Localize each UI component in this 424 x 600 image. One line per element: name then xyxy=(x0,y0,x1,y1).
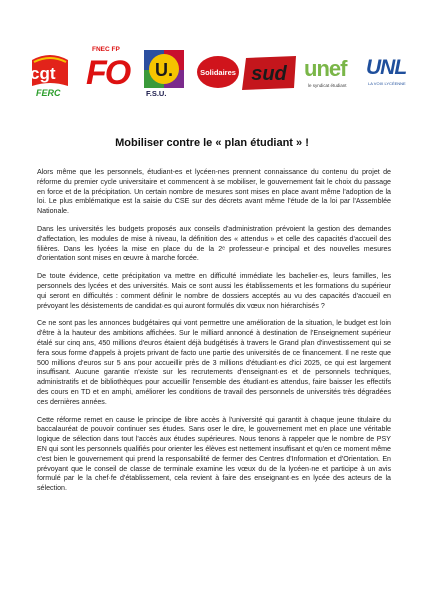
unef-subtitle: le syndicat étudiant xyxy=(308,83,347,88)
paragraph-1: Alors même que les personnels, étudiant-es et lycéen-nes prennent connaissance du contenu du projet de réforme du premier cycle universitaire et commencent à se mobiliser, le gouvernement fait le choix du passage en force et de la précipitation. Un certain nombre de mesures sont mises en place avant même l'adoption de la loi. Le plus emblématique est la saisie du CSE sur des décrets avant même l'étude de la loi par l'Assemblée Nationale. xyxy=(37,168,391,216)
unef-logo-text: unef xyxy=(304,56,347,81)
sud-emblem-icon xyxy=(242,56,298,90)
solidaires-logo xyxy=(196,54,240,90)
fsu-logo-text: F.S.U. xyxy=(146,89,167,98)
paragraph-2: Dans les universités les budgets proposés aux conseils d'administration prévoient la gestion des demandes d'affectation, les modules de mise à niveau, la définition des « attendus » et celle des capacités d'accueil des filières. Dans les lycées la mise en place du de la 2ᵉ professeur·e principal et des nouvelles mesures d'orientation sont mises en œuvre à marche forcée. xyxy=(37,224,391,263)
fsu-letter: U. xyxy=(155,60,173,80)
fsu-logo xyxy=(142,48,188,100)
unl-logo-text: UNL xyxy=(366,56,407,79)
sud-logo xyxy=(242,56,298,90)
cgt-ferc-text: FERC xyxy=(36,88,61,98)
fo-fnec-text: FNEC FP xyxy=(92,46,120,53)
cgt-logo-text: cgt xyxy=(30,64,56,83)
cgt-logo xyxy=(28,50,72,100)
document-body xyxy=(37,168,391,502)
unef-logo xyxy=(304,56,360,96)
paragraph-3: De toute évidence, cette précipitation va mettre en difficulté immédiate les bachelier·es, leurs familles, les personnels des lycées et des universités. Mais ce sont aussi les établissements et les formations du supérieur qui seront en difficultés : comment définir le nombre de dossiers acceptés au vu des capacités d'accueil en prévoyant les désistements de candidat·es qui auront formulés dix vœux non hiérarchisés ? xyxy=(37,272,391,310)
unl-subtitle: LA VOIX LYCÉENNE xyxy=(368,81,406,86)
solidaires-logo-text: Solidaires xyxy=(200,68,236,77)
paragraph-4: Ce ne sont pas les annonces budgétaires qui vont permettre une amélioration de la situation, le budget est loin d'être à la hauteur des ambitions affichées. Sur le milliard annoncé à destination de l'Enseignement supérieur étalé sur cinq ans, 450 millions d'euros étaient déjà budgétisés à travers le Grand plan d'investissement qui se fera sous forme d'appels à projets privant de facto une partie des universités de ce financement. Il ne reste que 500 millions d'euros sur 5 ans pour accueillir près de 3 millions d'étudiant·es d'ici 2025, ce qui est largement insuffisant. Aucune garantie n'existe sur les recrutements d'enseignant·es et de personnels techniques, administratifs et de bibliothèques pour accueillir l'ensemble des étudiant·es attendus, faire baisser les effectifs des cours en TD et en amphi, améliorer les conditions de travail des personnels de universités très dégradées ces dernières années. xyxy=(37,319,391,406)
paragraph-5: Cette réforme remet en cause le principe de libre accès à l'université qui garantit à chaque jeune titulaire du baccalauréat de pouvoir continuer ses études. Sans oser le dire, le gouvernement met en place une véritable logique de sélection dans tout l'accès aux études supérieures. Nous tenons à rappeler que le nombre de PSY EN qui sont les personnels qualifiés pour orienter les élèves est nettement insuffisant et qu'en ce moment même c'est bien le gouvernement qui prend la responsabilité de fermer des Centres d'Information et d'Orientation. En prévoyant que le conseil de classe de terminale examine les vœux du de la lycéen·ne et participe à un avis formulé par le la chef·fe d'établissement, cela revient à faire des enseignant·es en lycée des acteurs de la sélection. xyxy=(37,415,391,493)
sud-logo-text: sud xyxy=(251,63,287,85)
fo-logo-text: FO xyxy=(86,54,130,92)
document-title: Mobiliser contre le « plan étudiant » ! xyxy=(115,137,309,149)
solidaires-emblem-icon xyxy=(196,54,240,90)
fsu-emblem-icon xyxy=(142,48,188,90)
fo-logo xyxy=(84,46,140,100)
logo-banner xyxy=(28,46,407,102)
unl-logo xyxy=(366,54,406,94)
